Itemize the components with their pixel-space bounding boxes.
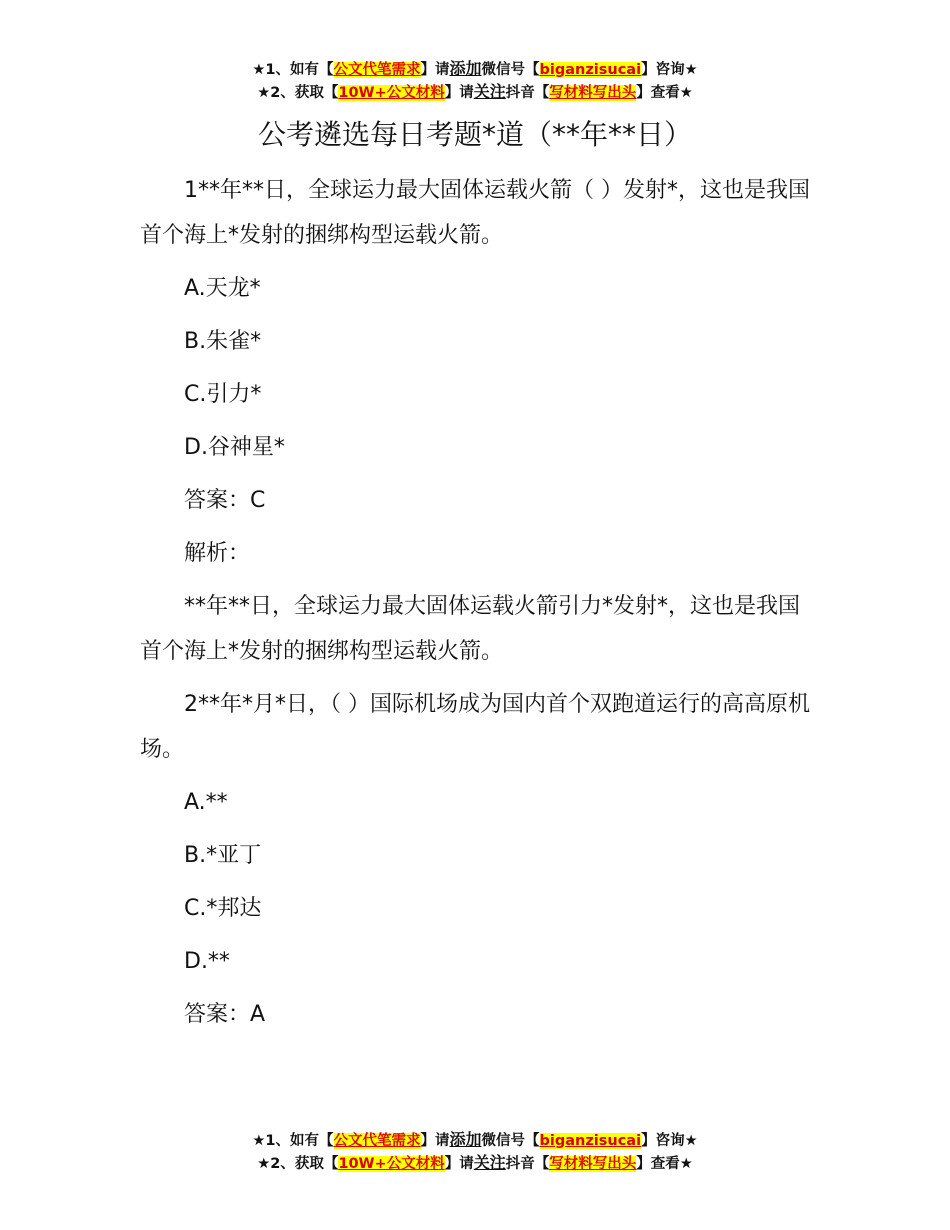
banner-underline: 添加: [449, 1130, 482, 1149]
question-1-analysis-label: 解析：: [184, 541, 251, 566]
banner-text: ★1、如有【: [252, 1133, 334, 1149]
question-2-option-d: D.**: [184, 949, 230, 974]
banner-highlight: 写材料写出头: [549, 85, 637, 101]
banner-text: ★1、如有【: [252, 62, 334, 78]
question-1-analysis: **年**日，全球运力最大固体运载火箭引力*发射*，这也是我国首个海上*发射的捆绑构型运载火箭。: [140, 594, 801, 664]
question-1-option-b: B.朱雀*: [184, 329, 262, 354]
question-2-option-c: C.*邦达: [184, 896, 262, 921]
banner-highlight: 公文代笔需求: [333, 62, 421, 78]
banner-text: 抖音【: [505, 85, 550, 101]
banner-text: 微信号【: [481, 62, 540, 78]
question-1-answer: 答案：C: [184, 488, 266, 513]
banner-highlight: biganzisucai: [539, 1133, 642, 1149]
banner-line-2: [0, 81, 950, 104]
question-2-option-a: A.**: [184, 790, 228, 815]
banner-highlight: 10W+公文材料: [338, 85, 445, 101]
question-1-option-d: D.谷神星*: [184, 435, 285, 460]
banner-text: 】请: [420, 62, 450, 78]
banner-text: 】查看★: [636, 85, 693, 101]
question-1-option-a: A.天龙*: [184, 276, 261, 301]
banner-text: 】请: [444, 85, 474, 101]
question-1-option-c: C.引力*: [184, 382, 262, 407]
banner-underline: 关注: [473, 1153, 506, 1172]
footer-banner: [0, 1129, 950, 1175]
banner-underline: 添加: [449, 59, 482, 78]
question-1-stem: 1**年**日，全球运力最大固体运载火箭（ ）发射*，这也是我国首个海上*发射的捆绑构型运载火箭。: [140, 178, 810, 248]
banner-text: 微信号【: [481, 1133, 540, 1149]
header-banner: [0, 58, 950, 104]
banner-text: 】请: [444, 1156, 474, 1172]
question-2-answer: 答案：A: [184, 1002, 266, 1027]
banner-text: 】咨询★: [641, 62, 698, 78]
banner-line-1: [0, 58, 950, 81]
document-body: [140, 168, 812, 1045]
banner-text: 】查看★: [636, 1156, 693, 1172]
banner-line-1: [0, 1129, 950, 1152]
banner-text: 】请: [420, 1133, 450, 1149]
banner-highlight: 公文代笔需求: [333, 1133, 421, 1149]
question-2-stem: 2**年*月*日，（ ）国际机场成为国内首个双跑道运行的高高原机场。: [140, 692, 810, 762]
banner-highlight: 写材料写出头: [549, 1156, 637, 1172]
document-title: 公考遴选每日考题*道（**年**日）: [257, 118, 692, 151]
banner-text: 】咨询★: [641, 1133, 698, 1149]
banner-text: 抖音【: [505, 1156, 550, 1172]
banner-text: ★2、获取【: [257, 85, 339, 101]
question-2-option-b: B.*亚丁: [184, 843, 262, 868]
banner-text: ★2、获取【: [257, 1156, 339, 1172]
banner-line-2: [0, 1152, 950, 1175]
banner-highlight: 10W+公文材料: [338, 1156, 445, 1172]
banner-underline: 关注: [473, 82, 506, 101]
banner-highlight: biganzisucai: [539, 62, 642, 78]
